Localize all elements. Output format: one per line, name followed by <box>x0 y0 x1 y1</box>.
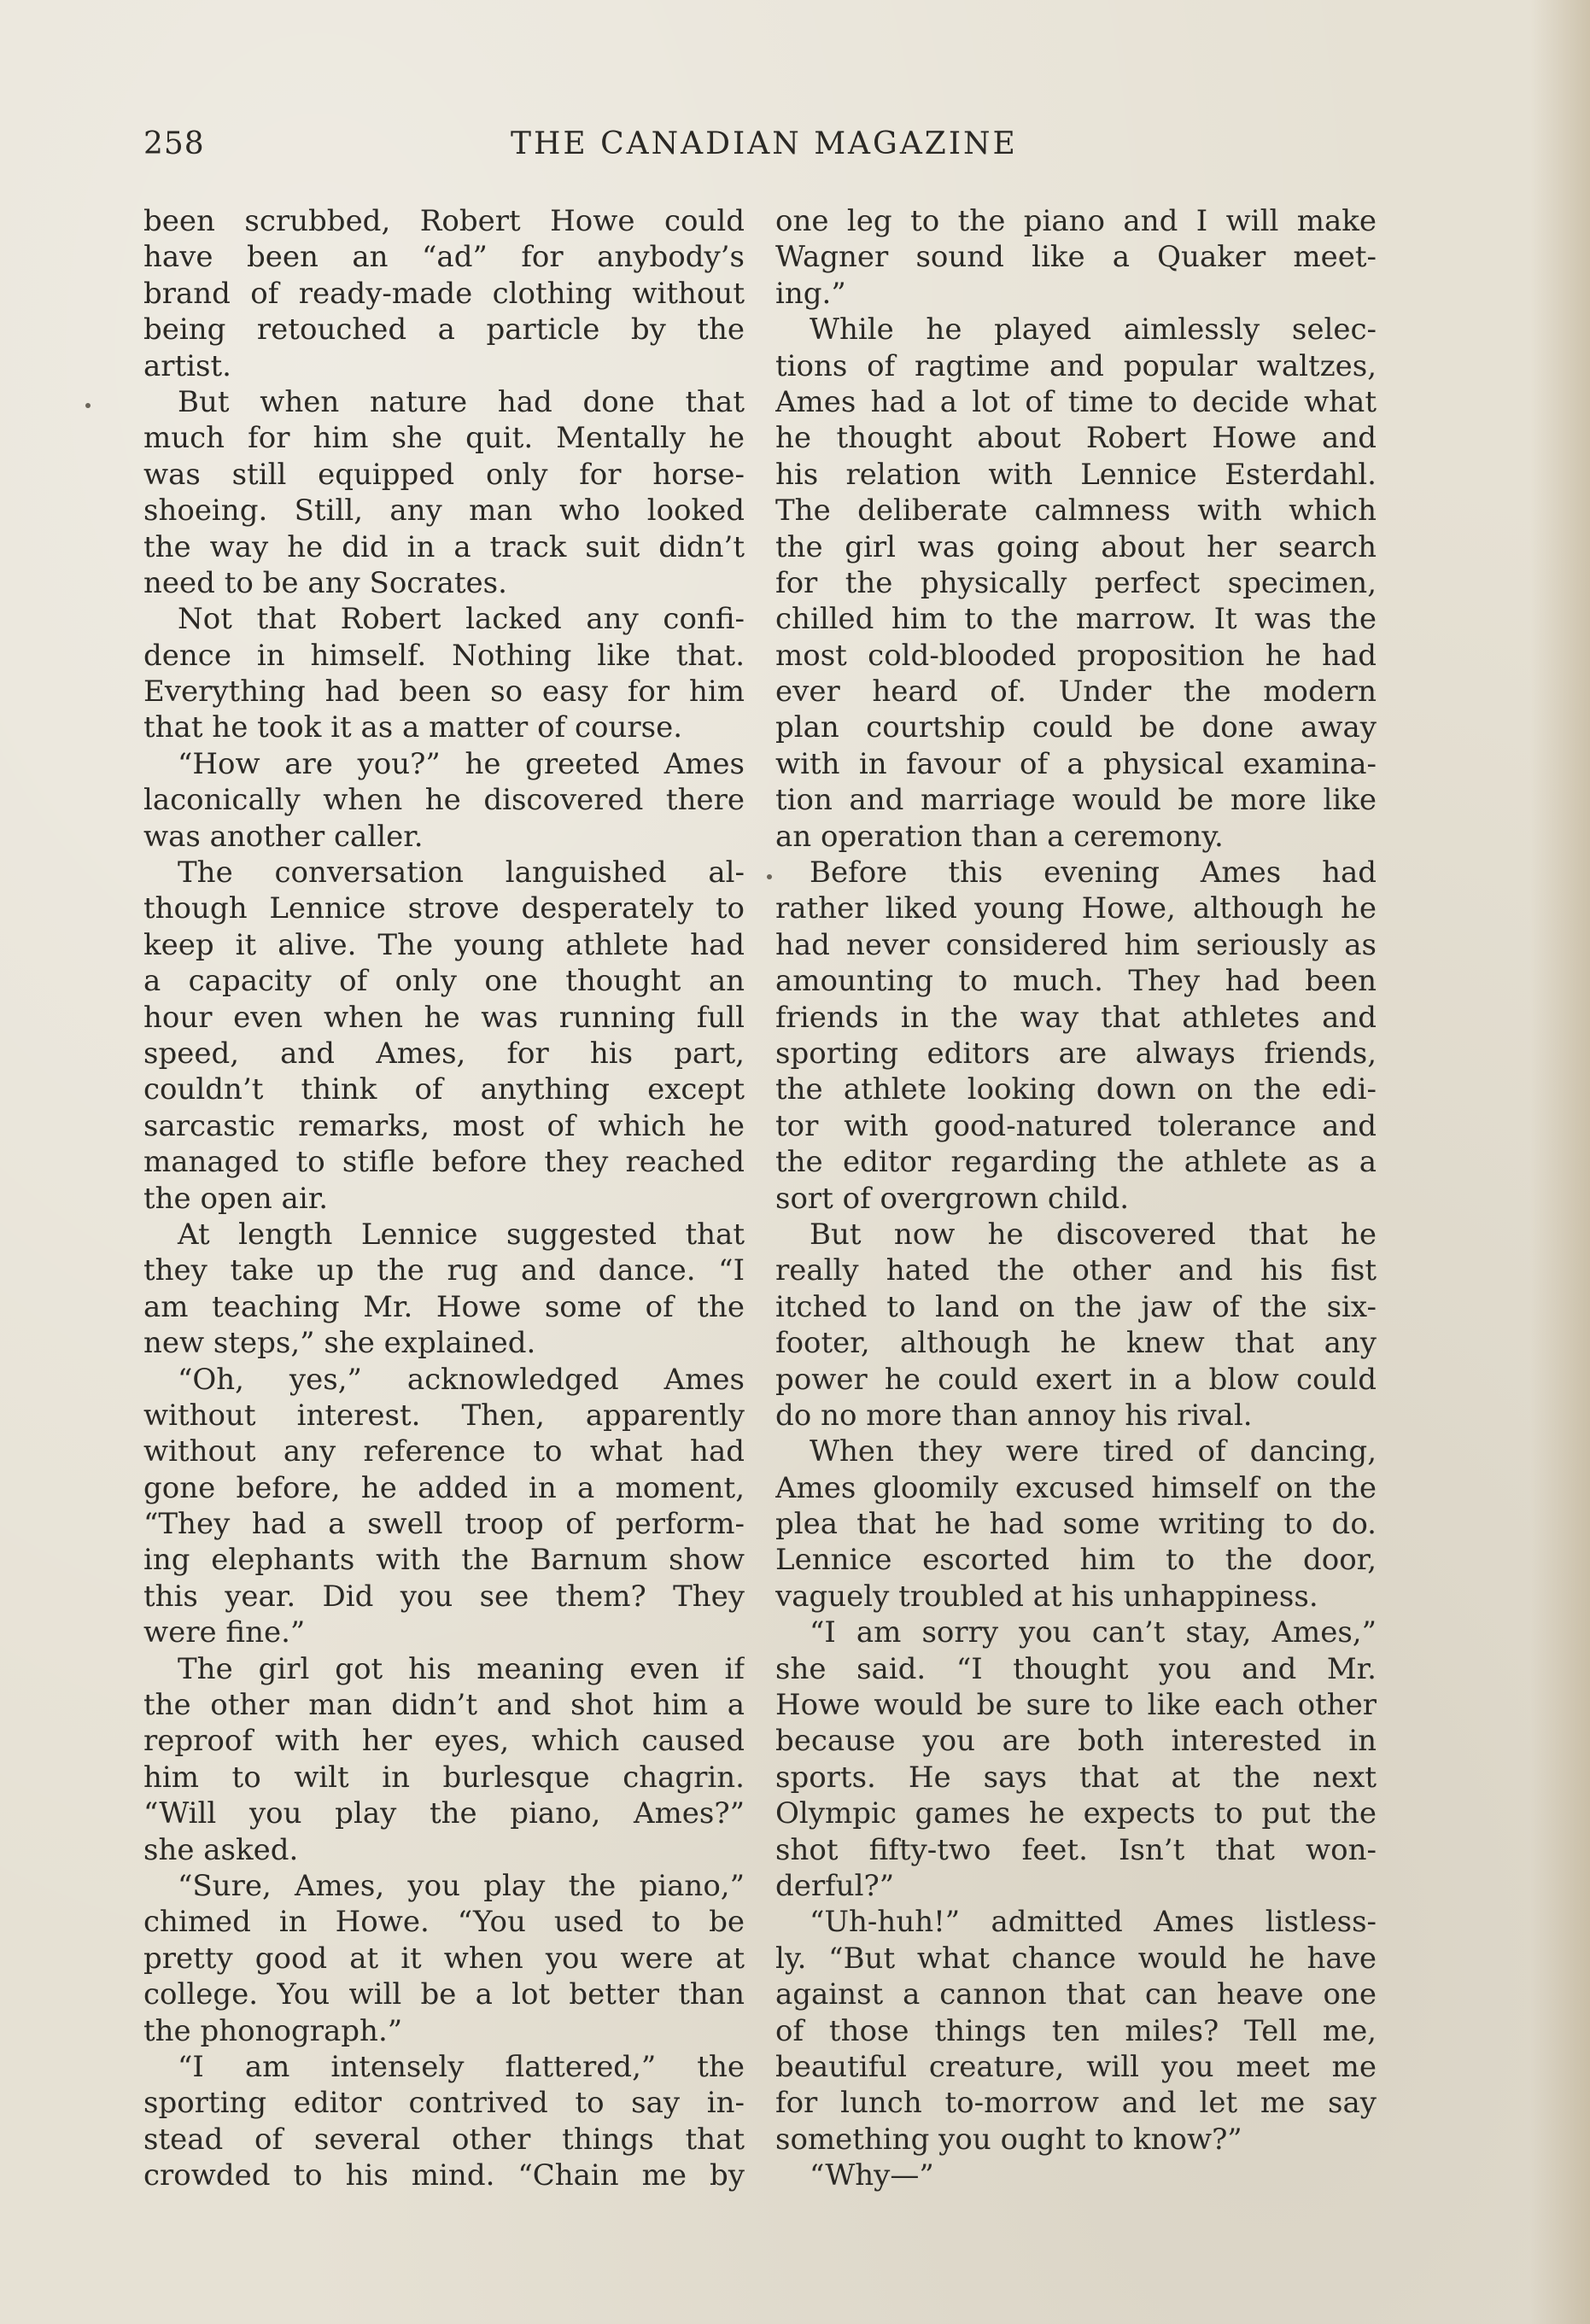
text-line: much for him she quit. Mentally he <box>143 421 745 456</box>
text-line: stead of several other things that <box>143 2122 745 2157</box>
text-line: ing elephants with the Barnum show <box>143 1543 745 1578</box>
text-line: But now he discovered that he <box>810 1217 1377 1252</box>
running-title: THE CANADIAN MAGAZINE <box>511 126 1018 161</box>
text-line: college. You will be a lot better than <box>143 1977 745 2012</box>
text-line: ever heard of. Under the modern <box>775 674 1377 709</box>
text-line: laconically when he discovered there <box>143 783 745 818</box>
text-line: without interest. Then, apparently <box>143 1398 745 1433</box>
text-line: tions of ragtime and popular waltzes, <box>775 348 1377 383</box>
text-line: the editor regarding the athlete as a <box>775 1145 1377 1180</box>
text-line: one leg to the piano and I will make <box>775 204 1377 238</box>
text-line: the open air. <box>143 1181 329 1216</box>
margin-dot <box>85 403 91 408</box>
text-line: they take up the rug and dance. “I <box>143 1253 745 1288</box>
text-line: sporting editors are always friends, <box>775 1036 1377 1071</box>
text-line: “How are you?” he greeted Ames <box>178 746 745 781</box>
text-line: itched to land on the jaw of the six- <box>775 1289 1377 1324</box>
text-line: ly. “But what chance would he have <box>775 1941 1377 1976</box>
text-line: had never considered him seriously as <box>775 927 1377 962</box>
text-line: need to be any Socrates. <box>143 565 507 600</box>
text-line: the girl was going about her search <box>775 529 1377 564</box>
text-line: this year. Did you see them? They <box>143 1579 745 1614</box>
text-line: artist. <box>143 348 231 383</box>
text-line: his relation with Lennice Esterdahl. <box>775 457 1377 492</box>
text-line: dence in himself. Nothing like that. <box>143 638 745 673</box>
text-line: really hated the other and his fist <box>775 1253 1377 1288</box>
text-line: she said. “I thought you and Mr. <box>775 1651 1377 1686</box>
text-line: new steps,” she explained. <box>143 1326 536 1361</box>
text-line: though Lennice strove desperately to <box>143 891 745 926</box>
text-line: an operation than a ceremony. <box>775 819 1224 854</box>
text-line: sports. He says that at the next <box>775 1760 1377 1795</box>
text-line: beautiful creature, will you meet me <box>775 2049 1377 2084</box>
text-line: against a cannon that can heave one <box>775 1977 1377 2012</box>
text-line: At length Lennice suggested that <box>178 1217 745 1252</box>
text-line: “Why—” <box>810 2158 934 2193</box>
text-line: Before this evening Ames had <box>810 855 1377 890</box>
text-line: sort of overgrown child. <box>775 1181 1130 1216</box>
text-line: Ames gloomily excused himself on the <box>775 1470 1377 1505</box>
text-line: something you ought to know?” <box>775 2122 1242 2157</box>
text-line: brand of ready-made clothing without <box>143 276 745 311</box>
text-line: was still equipped only for horse- <box>143 457 745 492</box>
text-line: The girl got his meaning even if <box>178 1651 745 1686</box>
text-line: derful?” <box>775 1868 895 1903</box>
text-line: “They had a swell troop of perform- <box>143 1507 745 1542</box>
text-line: hour even when he was running full <box>143 1000 745 1035</box>
page-number: 258 <box>143 126 205 161</box>
text-line: chilled him to the marrow. It was the <box>775 602 1377 637</box>
text-line: the other man didn’t and shot him a <box>143 1688 745 1723</box>
text-line: been scrubbed, Robert Howe could <box>143 204 745 238</box>
text-line: sporting editor contrived to say in- <box>143 2086 745 2121</box>
text-line: plea that he had some writing to do. <box>775 1507 1377 1542</box>
running-header <box>143 126 1399 169</box>
text-line: speed, and Ames, for his part, <box>143 1036 745 1071</box>
text-line: shot fifty-two feet. Isn’t that won- <box>775 1832 1377 1867</box>
text-line: gone before, he added in a moment, <box>143 1470 745 1505</box>
text-line: “Oh, yes,” acknowledged Ames <box>178 1362 745 1397</box>
text-line: was another caller. <box>143 819 424 854</box>
text-line: friends in the way that athletes and <box>775 1000 1377 1035</box>
text-line: that he took it as a matter of course. <box>143 710 683 745</box>
text-line: crowded to his mind. “Chain me by <box>143 2158 745 2193</box>
text-line: most cold-blooded proposition he had <box>775 638 1377 673</box>
text-line: for the physically perfect specimen, <box>775 565 1377 600</box>
page-edge-shadow <box>1530 0 1590 2324</box>
text-line: sarcastic remarks, most of which he <box>143 1108 745 1143</box>
text-line: amounting to much. They had been <box>775 964 1377 999</box>
margin-dot <box>767 874 772 879</box>
text-line: Olympic games he expects to put the <box>775 1796 1377 1831</box>
text-line: footer, although he knew that any <box>775 1326 1377 1361</box>
text-line: Wagner sound like a Quaker meet- <box>775 240 1377 275</box>
text-line: him to wilt in burlesque chagrin. <box>143 1760 745 1795</box>
text-line: because you are both interested in <box>775 1724 1377 1759</box>
text-line: do no more than annoy his rival. <box>775 1398 1253 1433</box>
text-line: for lunch to-morrow and let me say <box>775 2086 1377 2121</box>
text-line: the way he did in a track suit didn’t <box>143 529 745 564</box>
text-line: Lennice escorted him to the door, <box>775 1543 1377 1578</box>
text-line: the phonograph.” <box>143 2013 403 2048</box>
text-line: plan courtship could be done away <box>775 710 1377 745</box>
text-line: Everything had been so easy for him <box>143 674 745 709</box>
text-line: “Uh-huh!” admitted Ames listless- <box>810 1905 1377 1940</box>
text-line: vaguely troubled at his unhappiness. <box>775 1579 1318 1614</box>
text-line: tion and marriage would be more like <box>775 783 1377 818</box>
text-line: reproof with her eyes, which caused <box>143 1724 745 1759</box>
text-line: Not that Robert lacked any confi- <box>178 602 745 637</box>
text-line: without any reference to what had <box>143 1434 745 1469</box>
text-line: keep it alive. The young athlete had <box>143 927 745 962</box>
text-line: “I am sorry you can’t stay, Ames,” <box>810 1615 1377 1650</box>
text-line: am teaching Mr. Howe some of the <box>143 1289 745 1324</box>
text-line: couldn’t think of anything except <box>143 1072 745 1107</box>
text-line: ing.” <box>775 276 846 311</box>
text-line: “I am intensely flattered,” the <box>178 2049 745 2084</box>
text-line: managed to stifle before they reached <box>143 1145 745 1180</box>
left-column <box>143 203 745 2193</box>
text-line: a capacity of only one thought an <box>143 964 745 999</box>
text-line: Howe would be sure to like each other <box>775 1688 1377 1723</box>
text-line: were fine.” <box>143 1615 306 1650</box>
text-line: shoeing. Still, any man who looked <box>143 493 745 528</box>
text-line: The conversation languished al- <box>178 855 745 890</box>
text-line: being retouched a particle by the <box>143 312 745 347</box>
text-line: When they were tired of dancing, <box>810 1434 1377 1469</box>
text-line: he thought about Robert Howe and <box>775 421 1377 456</box>
text-line: of those things ten miles? Tell me, <box>775 2013 1377 2048</box>
text-line: chimed in Howe. “You used to be <box>143 1905 745 1940</box>
text-line: tor with good-natured tolerance and <box>775 1108 1377 1143</box>
text-line: The deliberate calmness with which <box>775 493 1377 528</box>
text-line: But when nature had done that <box>178 384 745 419</box>
text-line: rather liked young Howe, although he <box>775 891 1377 926</box>
right-column <box>775 203 1377 2193</box>
text-line: Ames had a lot of time to decide what <box>775 384 1377 419</box>
text-line: have been an “ad” for anybody’s <box>143 240 745 275</box>
text-line: she asked. <box>143 1832 299 1867</box>
text-line: with in favour of a physical examina- <box>775 746 1377 781</box>
text-line: “Will you play the piano, Ames?” <box>143 1796 745 1831</box>
text-line: power he could exert in a blow could <box>775 1362 1377 1397</box>
text-line: the athlete looking down on the edi- <box>775 1072 1377 1107</box>
text-line: “Sure, Ames, you play the piano,” <box>178 1868 745 1903</box>
text-line: While he played aimlessly selec- <box>810 312 1377 347</box>
text-line: pretty good at it when you were at <box>143 1941 745 1976</box>
